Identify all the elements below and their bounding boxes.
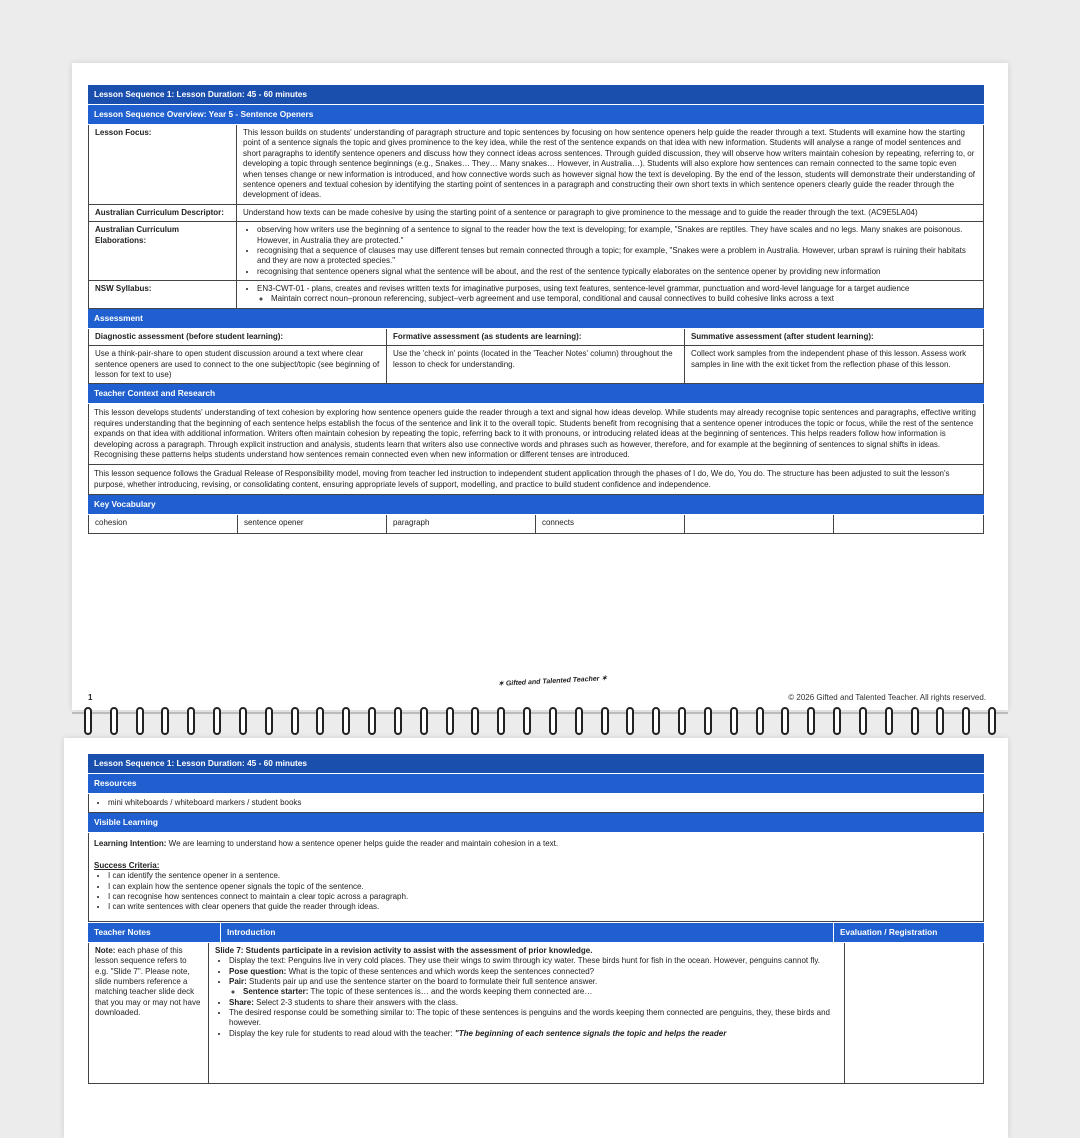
lesson-focus-row <box>88 125 984 205</box>
teacher-context-paragraph-2: This lesson sequence follows the Gradual Release of Responsibility model, moving from teacher led instruction to independent student application through the phases of I do, We do, You do. The structure has been adjusted to suit the lesson's purpose, whether introducing, revising, or consolidating content, ensuring appropriate levels of support, modelling, and practice to build student confidence and independence. <box>88 465 984 495</box>
binding-coil <box>988 707 996 735</box>
assessment-bar: Assessment <box>88 309 984 329</box>
page-number: 1 <box>88 693 93 702</box>
list-item <box>243 987 838 997</box>
binding-coil <box>316 707 324 735</box>
binding-coil <box>110 707 118 735</box>
list-item: • I can explain how the sentence opener signals the topic of the sentence. <box>108 882 978 892</box>
vocab-term: connects <box>536 515 685 533</box>
assessment-header: Formative assessment (as students are learning): <box>387 329 685 345</box>
elaborations-cell <box>237 222 983 280</box>
list-item <box>229 1029 838 1039</box>
list-item: • The desired response could be something similar to: The topic of these sentences is penguins and the words keeping them connected are penguins, they, these birds and however. <box>229 1008 838 1029</box>
binding-coil <box>239 707 247 735</box>
vocab-term <box>834 515 983 533</box>
vocab-term: paragraph <box>387 515 536 533</box>
binding-coil <box>291 707 299 735</box>
binding-coil <box>936 707 944 735</box>
vocab-term: sentence opener <box>238 515 387 533</box>
list-item: • Display the text: Penguins live in very cold places. They use their wings to swim through icy water. These birds hunt for fish in the ocean. However, penguins cannot fly. <box>229 956 838 966</box>
vocabulary-row <box>88 515 984 534</box>
vocab-term <box>685 515 834 533</box>
elaborations-list <box>243 225 977 277</box>
copyright-notice: © 2026 Gifted and Talented Teacher. All rights reserved. <box>788 693 986 702</box>
binding-coil <box>807 707 815 735</box>
list-item: • observing how writers use the beginning of a sentence to signal to the reader how the text is developing; for example, "Snakes are reptiles. They have scales and no legs. Many snakes are poisonous. However, in Australia they are protected." <box>257 225 977 246</box>
list-item: • I can write sentences with clear openers that guide the reader through ideas. <box>108 902 978 912</box>
binding-coil <box>704 707 712 735</box>
logo-text: Gifted and Talented Teacher <box>505 675 600 688</box>
document-page-1 <box>72 63 1008 710</box>
list-item: • I can recognise how sentences connect to maintain a clear topic across a paragraph. <box>108 892 978 902</box>
teacher-notes-header: Teacher Notes <box>88 923 221 943</box>
resources-bar: Resources <box>88 774 984 794</box>
note-text: each phase of this lesson sequence refers to e.g. "Slide 7". Please note, slide numbers reference a matching teacher slide deck that you may or may not have downloaded. <box>95 945 201 1018</box>
document-page-2 <box>64 738 1008 1138</box>
lesson-focus-text: This lesson builds on students' understanding of paragraph structure and topic sentences by focusing on how sentence openers help guide the reader through a text. Students will examine how the starting point of a sentence signals the topic and gives prominence to the key idea, while the rest of the sentence expands on that idea with new information. Students will analyse a range of model sentences and short paragraphs to identify sentence openers and discuss how they connect ideas across sentences. Through guided discussion, they will observe how writers maintain cohesion by repeating, referring to, or developing a topic through sentence beginnings (e.g., Snakes… They… Many snakes… However, in Australia…). Students will also explore how sentences can remain connected to the same topic even when tenses change or new information is introduced, and how connective words such as however signal how the text is developing. By the end of the lesson, students will demonstrate their understanding of sentence openers and textual cohesion by identifying the starting point of sentences in a paragraph and constructing their own short texts in which sentence openers clearly guide the reader through the development of ideas. <box>243 128 975 200</box>
binding-coil <box>911 707 919 735</box>
list-item <box>229 998 838 1008</box>
learning-intention-text: We are learning to understand how a sentence opener helps guide the reader and maintain cohesion in a text. <box>166 839 559 849</box>
binding-coil <box>575 707 583 735</box>
binding-coil <box>161 707 169 735</box>
list-item: • I can identify the sentence opener in a sentence. <box>108 871 978 881</box>
binding-coil <box>859 707 867 735</box>
list-item <box>229 977 838 998</box>
list-item <box>257 284 977 305</box>
teacher-note-cell <box>89 943 209 1083</box>
slide-heading: Slide 7: Students participate in a revision activity to assist with the assessment of prior knowledge. <box>215 945 593 955</box>
brand-logo: ✶ Gifted and Talented Teacher ✶ <box>497 675 608 688</box>
assessment-value: Use a think-pair-share to open student discussion around a text where clear sentence openers are used to connect to the one subject/topic (see beginning of lesson for text to use) <box>89 346 387 383</box>
teacher-context-paragraph-1: This lesson develops students' understanding of text cohesion by exploring how sentence openers guide the reader through a text and signal how ideas develop. While students may already recognise topic sentences and paragraphs, effective writing requires understanding that the beginning of each sentence helps establish the focus of the sentence and link it to the overall topic. Students benefit from recognising that a sentence opener introduces the topic or focus, while the rest of the sentence expands on that idea with additional information. Writers often maintain cohesion by repeating the topic, referring back to it with pronouns, or introducing related ideas at the beginning of sentences. This helps readers follow how information is developing across a paragraph. Through explicit instruction and analysis, students learn that writers also use connective words and phrases such as however, therefore, and for example at the beginning of sentences to signal shifts in ideas. Recognising these patterns helps students understand how sentences remain connected even when new information or different tenses are introduced. <box>88 404 984 465</box>
assessment-header: Diagnostic assessment (before student learning): <box>89 329 387 345</box>
pose-label: Pose question: <box>229 966 287 976</box>
binding-coil <box>601 707 609 735</box>
pose-text: What is the topic of these sentences and which words keep the sentences connected? <box>286 966 595 976</box>
pair-text: Students pair up and use the sentence starter on the board to formulate their full sentence answer. <box>246 976 598 986</box>
descriptor-row <box>88 205 984 222</box>
descriptor-label: Australian Curriculum Descriptor: <box>89 205 237 221</box>
list-item: • mini whiteboards / whiteboard markers / student books <box>108 798 978 808</box>
list-item: ◦ Maintain correct noun–pronoun referencing, subject–verb agreement and use temporal, conditional and causal connectives to build cohesive links across a text <box>271 294 977 304</box>
binding-coil <box>368 707 376 735</box>
evaluation-cell <box>845 943 983 1083</box>
assessment-values-row <box>88 346 984 384</box>
binding-coil <box>394 707 402 735</box>
vocab-term: cohesion <box>89 515 238 533</box>
binding-coil <box>446 707 454 735</box>
nsw-item: EN3-CWT-01 - plans, creates and revises written texts for imaginative purposes, using text features, sentence-level grammar, punctuation and word-level language for a target audience <box>257 284 910 294</box>
nsw-list <box>243 284 977 305</box>
binding-coil <box>265 707 273 735</box>
list-item <box>229 967 838 977</box>
binding-coil <box>781 707 789 735</box>
success-criteria-label: Success Criteria: <box>94 860 160 870</box>
list-item: • recognising that sentence openers signal what the sentence will be about, and the rest of the sentence typically elaborates on the sentence opener by providing new information <box>257 267 977 277</box>
key-rule-quote: "The beginning of each sentence signals the topic and helps the reader <box>454 1028 727 1038</box>
introduction-cell <box>209 943 845 1083</box>
share-text: Select 2-3 students to share their answers with the class. <box>253 997 459 1007</box>
note-label: Note: <box>95 945 116 955</box>
lesson-table-page-1 <box>88 85 984 534</box>
nsw-label: NSW Syllabus: <box>89 281 237 308</box>
visible-learning-bar: Visible Learning <box>88 813 984 833</box>
starter-label: Sentence starter: <box>243 987 309 997</box>
list-item: • recognising that a sequence of clauses may use different tenses but remain connected through a topic; for example, "Snakes were a problem in Australia. However, urban sprawl is ruining their habitats and they are now a protected species." <box>257 246 977 267</box>
assessment-value: Collect work samples from the independent phase of this lesson. Assess work samples in line with the exit ticket from the reflection phase of this lesson. <box>690 349 967 369</box>
binding-coil <box>213 707 221 735</box>
binding-coil <box>420 707 428 735</box>
binding-coil <box>342 707 350 735</box>
binding-coil <box>678 707 686 735</box>
binding-coil <box>756 707 764 735</box>
descriptor-text: Understand how texts can be made cohesive by using the starting point of a sentence or paragraph to give prominence to the message and to guide the reader through the text. (AC9E5LA04) <box>243 207 918 217</box>
nsw-row <box>88 281 984 309</box>
binding-coil <box>730 707 738 735</box>
nsw-sublist <box>257 294 977 304</box>
pair-label: Pair: <box>229 976 247 986</box>
binding-coil <box>885 707 893 735</box>
learning-intention-label: Learning Intention: <box>94 839 167 849</box>
lesson-sequence-bar: Lesson Sequence 1: Lesson Duration: 45 - 60 minutes <box>88 754 984 774</box>
evaluation-header: Evaluation / Registration <box>834 923 984 943</box>
teacher-context-bar: Teacher Context and Research <box>88 384 984 404</box>
binding-coil <box>626 707 634 735</box>
lesson-focus-label: Lesson Focus: <box>89 125 237 204</box>
spiral-binding <box>84 707 996 737</box>
key-vocabulary-bar: Key Vocabulary <box>88 495 984 515</box>
lesson-overview-bar: Lesson Sequence Overview: Year 5 - Sentence Openers <box>88 105 984 125</box>
binding-coil <box>187 707 195 735</box>
binding-coil <box>523 707 531 735</box>
nsw-cell <box>237 281 983 308</box>
resources-cell <box>88 794 984 813</box>
elaborations-row <box>88 222 984 281</box>
binding-coil <box>652 707 660 735</box>
binding-coil <box>136 707 144 735</box>
share-label: Share: <box>229 997 254 1007</box>
assessment-header-row <box>88 329 984 346</box>
learning-intention <box>94 839 978 849</box>
introduction-list <box>215 956 838 1039</box>
lesson-table-page-2 <box>88 754 984 1084</box>
phase-header-row <box>88 922 984 943</box>
phase-content-row <box>88 943 984 1084</box>
binding-coil <box>84 707 92 735</box>
elaborations-label: Australian Curriculum Elaborations: <box>89 222 237 280</box>
success-criteria-list <box>94 871 978 913</box>
binding-coil <box>471 707 479 735</box>
binding-coil <box>833 707 841 735</box>
pair-sublist <box>229 987 838 997</box>
resources-list <box>94 798 978 808</box>
assessment-value: Use the 'check in' points (located in the 'Teacher Notes' column) throughout the lesson to check for understanding. <box>387 346 685 383</box>
introduction-header: Introduction <box>221 923 834 943</box>
assessment-header: Summative assessment (after student learning): <box>690 331 874 341</box>
lesson-sequence-bar: Lesson Sequence 1: Lesson Duration: 45 - 60 minutes <box>88 85 984 105</box>
binding-coil <box>962 707 970 735</box>
key-rule-text: Display the key rule for students to read aloud with the teacher: <box>229 1028 455 1038</box>
visible-learning-cell <box>88 833 984 921</box>
binding-coil <box>549 707 557 735</box>
starter-text: The topic of these sentences is… and the words keeping them connected are… <box>308 987 593 997</box>
binding-coil <box>497 707 505 735</box>
